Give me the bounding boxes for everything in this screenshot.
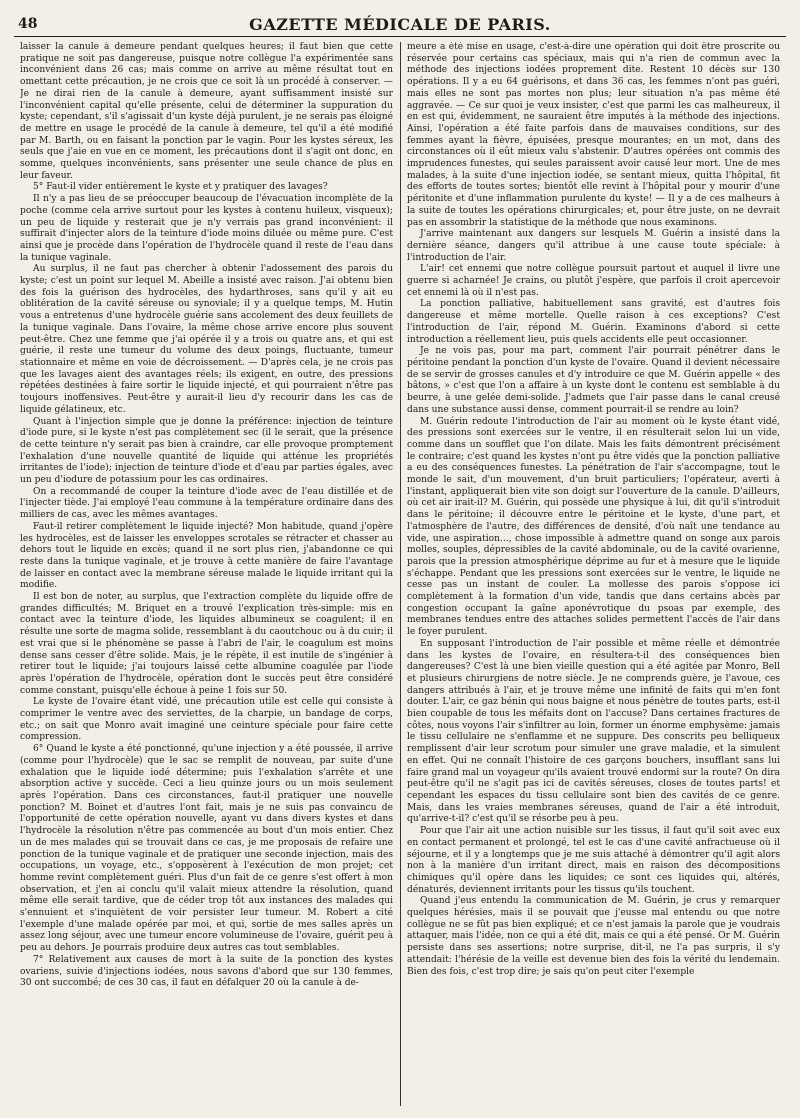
left-column: [20, 42, 393, 1112]
paragraph: Le kyste de l'ovaire étant vidé, une précaution utile est celle qui consiste à comprimer le ventre avec des serviettes, de la charpie, un bandage de corps, etc.; on sait que Monro avait imaginé une ceinture spéciale pour faire cette compression.: [20, 697, 393, 743]
paragraph: Je ne vois pas, pour ma part, comment l'air pourrait pénétrer dans le péritoine pendant la ponction d'un kyste de l'ovaire. Quand il devient nécessaire de se servir de grosses canules et d'y introduire ce que M. Guérin appelle « des bâtons, » c'est que l'on a affaire à un kyste dont le contenu est semblable à du beurre, à une gelée demi-solide. J'admets que l'air passe dans le canal creusé dans une substance aussi dense, comment pourrait-il se rendre au loin?: [407, 346, 780, 415]
article-body: [20, 42, 780, 1112]
paragraph: L'air! cet ennemi que notre collègue poursuit partout et auquel il livre une guerre si acharnée! Je crains, ou plutôt j'espère, que parfois il croit apercevoir cet ennemi là où il n'est pas.: [407, 264, 780, 298]
paragraph: Au surplus, il ne faut pas chercher à obtenir l'adossement des parois du kyste; c'est un point sur lequel M. Abeille a insisté avec raison. J'ai obtenu bien des fois la guérison des hydrocèles, des hydarthroses, sans qu'il y ait eu oblitération de la cavité séreuse ou synoviale; il y a quelque temps, M. Hutin vous a entretenus d'une hydrocèle guérie sans accolement des deux feuillets de la tunique vaginale. Dans l'ovaire, la même chose arrive encore plus souvent peut-être. Chez une femme que j'ai opérée il y a trois ou quatre ans, et qui est guérie, il reste une tumeur du volume des deux poings, fluctuante, tumeur stationnaire et même en voie de décroissement. — D'après cela, je ne crois pas que les lavages aient des avantages réels; ils exigent, en outre, des pressions répétées destinées à faire sortir le liquide injecté, et qui pourraient n'être pas toujours inoffensives. Peut-être y aurait-il lieu d'y recourir dans les cas de liquide gélatineux, etc.: [20, 264, 393, 415]
page-number: 48: [18, 16, 38, 32]
paragraph: Pour que l'air ait une action nuisible sur les tissus, il faut qu'il soit avec eux en contact permanent et prolongé, tel est le cas d'une cavité anfractueuse où il séjourne, et il y a longtemps que je me suis attaché à démontrer qu'il agit alors non à la manière d'un irritant direct, mais en raison des décompositions chimiques qu'il opère dans les liquides; ce sont ces liquides qui, altérés, dénaturés, deviennent irritants pour les tissus qu'ils touchent.: [407, 826, 780, 895]
journal-title: GAZETTE MÉDICALE DE PARIS.: [249, 15, 551, 34]
page-header: [14, 14, 786, 37]
paragraph: Faut-il retirer complètement le liquide injecté? Mon habitude, quand j'opère les hydrocèles, est de laisser les enveloppes scrotales se rétracter et chasser au dehors tout le liquide en excès; quand il ne sort plus rien, j'abandonne ce qui reste dans la tunique vaginale, et je trouve à cette manière de faire l'avantage de laisser en contact avec la membrane séreuse malade le liquide irritant qui la modifie.: [20, 521, 393, 591]
paragraph: Quand j'eus entendu la communication de M. Guérin, je crus y remarquer quelques hérésies, mais il se pouvait que j'eusse mal entendu ou que notre collègue ne se fût pas bien expliqué; et ce n'est jamais la parole que je voudrais attaquer, mais l'idée, non ce qui a été dit, mais ce qui a été pensé. Or M. Guérin persiste dans ses assertions; notre surprise, dit-il, ne l'a pas surpris, il s'y attendait: l'hérésie de la veille est devenue bien des fois la vérité du lendemain. Bien des fois, c'est trop dire; je sais qu'on peut citer l'exemple: [407, 896, 780, 977]
paragraph: 5° Faut-il vider entièrement le kyste et y pratiquer des lavages?: [33, 182, 328, 193]
paragraph: En supposant l'introduction de l'air possible et même réelle et démontrée dans les kystes de l'ovaire, en résultera-t-il des conséquences bien dangereuses? C'est là une bien vieille question qui a été agitée par Monro, Bell et plusieurs chirurgiens de notre siècle. Je ne comprends guère, je l'avoue, ces dangers attribués à l'air, et je trouve même une infinité de faits qui m'en font douter. L'air, ce gaz bénin qui nous baigne et nous pénètre de toutes parts, est-il bien coupable de tous les méfaits dont on l'accuse? Dans certaines fractures de côtes, nous voyons l'air s'infiltrer au loin, former un énorme emphysème: jamais le tissu cellulaire ne s'enflamme et ne suppure. Des conscrits peu belliqueux remplissent d'air leur scrotum pour simuler une grave maladie, et la simulent en effet. Qui ne connaît l'histoire de ces garçons bouchers, insufflant sans lui faire grand mal un voyageur qu'ils avaient trouvé endormi sur la route? On dira peut-être qu'il ne s'agit pas ici de cavités séreuses, closes de toutes parts! et cependant les espaces du tissu cellulaire sont bien des cavités de ce genre. Mais, dans les vraies membranes séreuses, quand de l'air a été introduit, qu'arrive-t-il? c'est qu'il se résorbe peu à peu.: [407, 638, 780, 825]
paragraph: Quant à l'injection simple que je donne la préférence: injection de teinture d'iode pure, si le kyste n'est pas complètement sec (il le serait, que la présence de cette teinture n'y serait pas bien à craindre, car elle provoque promptement l'exhalation d'une nouvelle quantité de liquide qui atténue les propriétés irritantes de l'iode); injection de teinture d'iode et d'eau par parties égales, avec un peu d'iodure de potassium pour les cas ordinaires.: [20, 416, 393, 486]
paragraph: On a recommandé de couper la teinture d'iode avec de l'eau distillée et de l'injecter tiède. J'ai employé l'eau commune à la température ordinaire dans des milliers de cas, avec les mêmes avantages.: [20, 486, 393, 521]
paragraph: laisser la canule à demeure pendant quelques heures; il faut bien que cette pratique ne soit pas dangereuse, puisque notre collègue l'a expérimentée sans inconvénient dans 26 cas; mais comme on arrive au même résultat tout en omettant cette précaution, je ne crois que ce soit là un procédé à conserver. — Je ne dirai rien de la canule à demeure, ayant suffisamment insisté sur l'inconvénient capital qu'elle présente, celui de déterminer la suppuration du kyste; cependant, s'il s'agissait d'un kyste déjà purulent, je ne serais pas éloigné de mettre en usage le procédé de la canule à demeure, tel qu'il a été modifié par M. Barth, ou en faisant la ponction par le vagin. Pour les kystes séreux, les seuls que j'aie en vue en ce moment, les précautions dont il s'agit ont donc, en somme, quelques inconvénients, sans présenter une seule chance de plus en leur faveur.: [20, 42, 393, 181]
paragraph: Il n'y a pas lieu de se préoccuper beaucoup de l'évacuation incomplète de la poche (comme cela arrive surtout pour les kystes à contenu huileux, visqueux); un peu de liquide y resterait que je n'y verrais pas grand inconvénient: il suffirait d'injecter alors de la teinture d'iode moins diluée ou même pure. C'est ainsi que je procède dans l'opération de l'hydrocèle quand il reste de l'eau dans la tunique vaginale.: [20, 194, 393, 263]
paragraph: meure a été mise en usage, c'est-à-dire une opération qui doit être proscrite ou réservée pour certains cas spéciaux, mais qui n'a rien de commun avec la méthode des injections iodées proprement dite. Restent 10 décès sur 130 opérations. Il y a eu 64 guérisons, et dans 36 cas, les femmes n'ont pas guéri, mais elles ne sont pas mortes non plus; leur situation n'a pas même été aggravée. — Ce sur quoi je veux insister, c'est que parmi les cas malheureux, il en est qui, évidemment, ne sauraient être imputés à la méthode des injections. Ainsi, l'opération a été faite parfois dans de mauvaises conditions, sur des femmes ayant la fièvre, épuisées, presque mourantes; en un mot, dans des circonstances où il eût mieux valu s'abstenir. D'autres opérées ont commis des imprudences funestes, qui seules paraissent avoir causé leur mort. Une de mes malades, à la suite d'une injection iodée, se sentant mieux, quitta l'hôpital, fit des efforts de toutes sortes; bientôt elle revint à l'hôpital pour y mourir d'une péritonite et d'une inflammation purulente du kyste! — Il y a de ces malheurs à la suite de toutes les opérations chirurgicales; et, pour être juste, on ne devrait pas en assombrir la statistique de la méthode que nous examinons.: [407, 42, 780, 228]
paragraph: Il est bon de noter, au surplus, que l'extraction complète du liquide offre de grandes difficultés; M. Briquet en a trouvé l'explication très-simple: mis en contact avec la teinture d'iode, les liquides albumineux se coagulent; il en résulte une sorte de magma solide, ressemblant à du caoutchouc ou à du cuir; il est vrai que si le phénomène se passe à l'abri de l'air, le coagulum est moins dense sans cesser d'être solide. Mais, je le répète, il est inutile de s'ingénier à retirer tout le liquide; j'ai toujours laissé cette albumine coagulée par l'iode après l'opération de l'hydrocèle, opération dont le succès peut être considéré comme constant, puisqu'elle échoue à peine 1 fois sur 50.: [20, 592, 393, 696]
right-column: [407, 42, 780, 1112]
column-divider: [400, 42, 401, 1106]
paragraph: La ponction palliative, habituellement sans gravité, est d'autres fois dangereuse et même mortelle. Quelle raison à ces exceptions? C'est l'introduction de l'air, répond M. Guérin. Examinons d'abord si cette introduction a réellement lieu, puis quels accidents elle peut occasionner.: [407, 299, 780, 345]
paragraph: 7° Relativement aux causes de mort à la suite de la ponction des kystes ovariens, suivie d'injections iodées, nous savons d'abord que sur 130 femmes, 30 ont succombé; de ces 30 cas, il faut en défalquer 20 où la canule à de-: [20, 954, 393, 989]
paragraph: J'arrive maintenant aux dangers sur lesquels M. Guérin a insisté dans la dernière séance, dangers qu'il attribue à une cause toute spéciale: à l'introduction de l'air.: [407, 229, 780, 263]
paragraph: 6° Quand le kyste a été ponctionné, qu'une injection y a été poussée, il arrive (comme pour l'hydrocèle) que le sac se remplit de nouveau, par suite d'une exhalation que le liquide iodé détermine; puis l'exhalation s'arrête et une absorption active y succède. Ceci a lieu quinze jours ou un mois seulement après l'opération. Dans ces circonstances, faut-il pratiquer une nouvelle ponction? M. Boinet et d'autres l'ont fait, mais je ne suis pas convaincu de l'opportunité de cette opération nouvelle, ayant vu dans divers kystes et dans l'hydrocèle la résolution n'être pas commencée au bout d'un mois entier. Chez un de mes malades qui se trouvait dans ce cas, je me proposais de refaire une ponction de la tunique vaginale et de pratiquer une seconde injection, mais des occupations, un voyage, etc., s'opposèrent à l'exécution de mon projet; cet homme revint complètement guéri. Plus d'un fait de ce genre s'est offert à mon observation, et j'en ai conclu qu'il valait mieux attendre la résolution, quand même elle serait tardive, que de céder trop tôt aux instances des malades qui s'ennuient et s'inquiètent de voir persister leur tumeur. M. Robert a cité l'exemple d'une malade opérée par moi, et qui, sortie de mes salles après un assez long séjour, avec une tumeur encore volumineuse de l'ovaire, guérit peu à peu au dehors. Je pourrais produire deux autres cas tout semblables.: [20, 744, 393, 954]
paragraph: M. Guérin redoute l'introduction de l'air au moment où le kyste étant vidé, des pressions sont exercées sur le ventre, il en résulterait selon lui un vide, comme dans un soufflet que l'on dilate. Mais les faits démontrent précisément le contraire; c'est quand les kystes n'ont pu être vidés que la ponction palliative a eu des conséquences funestes. La pénétration de l'air s'accompagne, tout le monde le sait, d'un mouvement, d'un bruit particuliers; l'opérateur, averti à l'instant, appliquerait bien vite son doigt sur l'ouverture de la canule. D'ailleurs, où cet air irait-il? M. Guérin, qui possède une physique à lui, dit qu'il s'introduit dans le péritoine; il découvre entre le péritoine et le kyste, d'une part, et l'atmosphère de l'autre, des différences de densité, d'où naît une tendance au vide, une aspiration..., chose impossible à admettre quand on songe aux parois molles, souples, dépressibles de la cavité abdominale, ou de la cavité ovarienne, parois que la pression atmosphérique déprime au fur et à mesure que le liquide s'échappe. Pendant que les pressions sont exercées sur le ventre, le liquide ne cesse pas un instant de couler. La mollesse des parois s'oppose ici complètement à la formation d'un vide, tandis que dans certains abcès par congestion occupant la gaîne aponévrotique du psoas par exemple, des membranes tendues entre des attaches solides permettent l'accès de l'air dans le foyer purulent.: [407, 416, 780, 638]
